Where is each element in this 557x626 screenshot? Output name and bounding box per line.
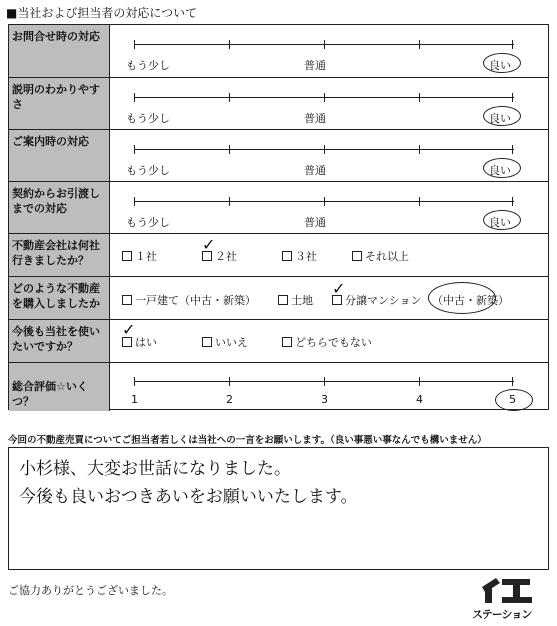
- selected-circle: [483, 210, 521, 230]
- checkbox[interactable]: [282, 337, 292, 347]
- option-yes[interactable]: はい: [122, 334, 157, 350]
- option-condo[interactable]: 分譲マンション: [332, 292, 422, 308]
- row-label: 今後も当社を使いたいですか？: [9, 320, 110, 362]
- survey-table: [8, 24, 549, 410]
- scale-line: [134, 44, 514, 45]
- scale-tick-3: 3: [321, 393, 328, 406]
- survey-row-guidance: [9, 129, 548, 181]
- survey-row-inquiry: [9, 25, 548, 77]
- option-4[interactable]: それ以上: [352, 248, 409, 264]
- selected-circle: [428, 282, 496, 314]
- checkbox[interactable]: [282, 251, 292, 261]
- rating-scale: [110, 25, 548, 77]
- logo-mark: [478, 575, 534, 605]
- option-2[interactable]: ２社: [202, 248, 237, 264]
- scale-label-high: 良い: [489, 112, 511, 125]
- scale-label-low: もう少し: [126, 59, 170, 72]
- selected-circle: [495, 389, 533, 411]
- scale-label-mid: 普通: [304, 216, 326, 229]
- survey-row-overall: [9, 362, 548, 411]
- comment-box[interactable]: [8, 447, 549, 570]
- selected-circle: [483, 106, 521, 126]
- checkmark-icon: ✓: [202, 235, 216, 254]
- checkbox[interactable]: [278, 295, 288, 305]
- selected-circle: [483, 158, 521, 178]
- scale-line: [134, 97, 514, 98]
- option-3[interactable]: ３社: [282, 248, 317, 264]
- checkmark-icon: ✓: [122, 320, 136, 339]
- survey-row-contract: [9, 181, 548, 233]
- scale-label-mid: 普通: [304, 164, 326, 177]
- survey-row-explanation: [9, 77, 548, 129]
- checkbox[interactable]: [122, 251, 132, 261]
- option-group: [110, 277, 548, 319]
- comment-prompt: 今回の不動産売買についてご担当者若しくは当社への一言をお願いします。（良い事悪い事なんでも構いません）: [8, 435, 487, 446]
- rating-scale: [110, 78, 548, 129]
- option-group: [110, 234, 548, 276]
- scale-line: [134, 201, 514, 202]
- rating-scale: [110, 363, 548, 411]
- scale-tick-2: 2: [226, 393, 233, 406]
- checkbox[interactable]: [352, 251, 362, 261]
- scale-label-low: もう少し: [126, 112, 170, 125]
- rating-scale: [110, 182, 548, 233]
- row-label: 総合評価☆いくつ？: [9, 363, 110, 411]
- scale-line: [134, 149, 514, 150]
- scale-tick-1: 1: [131, 393, 138, 406]
- scale-label-low: もう少し: [126, 216, 170, 229]
- condo-type: （中古・新築）: [432, 294, 509, 307]
- scale-label-mid: 普通: [304, 59, 326, 72]
- comment-line-1: 小杉様、大変お世話になりました。: [19, 459, 291, 479]
- checkbox[interactable]: [202, 337, 212, 347]
- scale-tick-4: 4: [416, 393, 423, 406]
- survey-row-property: [9, 276, 548, 319]
- logo-text: ステーション: [472, 608, 532, 621]
- ie-logo-icon: [478, 575, 534, 605]
- row-label: 契約からお引渡しまでの対応: [9, 182, 110, 233]
- comment-line-2: 今後も良いおつきあいをお願いいたします。: [19, 487, 358, 507]
- option-house[interactable]: 一戸建て（中古・新築）: [122, 292, 256, 308]
- selected-circle: [483, 53, 521, 73]
- rating-scale: [110, 130, 548, 181]
- option-neutral[interactable]: どちらでもない: [282, 334, 372, 350]
- survey-row-future: [9, 319, 548, 362]
- option-no[interactable]: いいえ: [202, 334, 248, 350]
- checkmark-icon: ✓: [332, 279, 346, 298]
- scale-label-low: もう少し: [126, 164, 170, 177]
- survey-row-companies: [9, 233, 548, 276]
- scale-label-high: 良い: [489, 164, 511, 177]
- scale-label-mid: 普通: [304, 112, 326, 125]
- option-1[interactable]: １社: [122, 248, 157, 264]
- scale-label-high: 良い: [489, 59, 511, 72]
- scale-tick-5: 5: [509, 393, 516, 406]
- row-label: 不動産会社は何社行きましたか？: [9, 234, 110, 276]
- scale-label-high: 良い: [489, 216, 511, 229]
- scale-line: [134, 381, 514, 382]
- option-group: [110, 320, 548, 362]
- option-land[interactable]: 土地: [278, 292, 313, 308]
- section-title: ■当社および担当者の対応について: [6, 6, 198, 20]
- row-label: 説明のわかりやすさ: [9, 78, 110, 129]
- checkbox[interactable]: [122, 295, 132, 305]
- row-label: お問合せ時の対応: [9, 25, 110, 77]
- thanks-text: ご協力ありがとうございました。: [8, 584, 173, 597]
- row-label: ご案内時の対応: [9, 130, 110, 181]
- row-label: どのような不動産を購入しましたか: [9, 277, 110, 319]
